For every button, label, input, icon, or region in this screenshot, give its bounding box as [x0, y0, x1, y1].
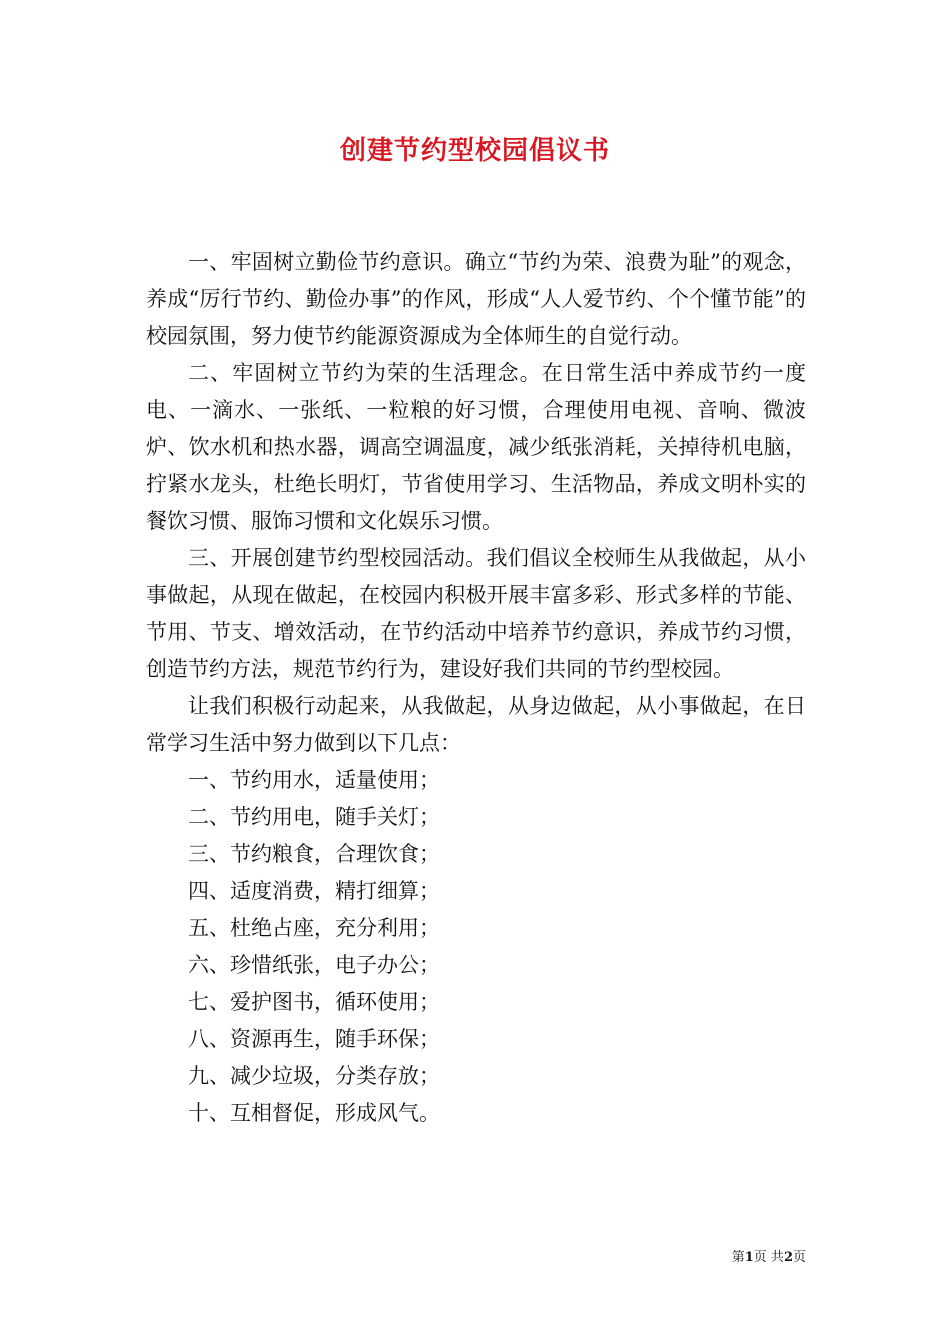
document-body — [146, 244, 806, 1132]
page-number — [0, 1246, 806, 1265]
page-current: 1 — [744, 1250, 754, 1265]
list-item: 七、爱护图书，循环使用； — [188, 990, 440, 1014]
page-mid: 页 共 — [753, 1250, 784, 1265]
paragraph-4: 让我们积极行动起来，从我做起，从身边做起，从小事做起，在日常学习生活中努力做到以下几点： — [146, 694, 806, 755]
list-item: 二、节约用电，随手关灯； — [188, 805, 440, 829]
paragraph-1: 一、牢固树立勤俭节约意识。确立“节约为荣、浪费为耻”的观念，养成“厉行节约、勤俭办事”的作风，形成“人人爱节约、个个懂节能”的校园氛围，努力使节约能源资源成为全体师生的自觉行动。 — [146, 250, 806, 348]
list-item: 九、减少垃圾，分类存放； — [188, 1064, 440, 1088]
list-item: 五、杜绝占座，充分利用； — [188, 916, 440, 940]
list-item: 六、珍惜纸张，电子办公； — [188, 953, 440, 977]
list-item: 四、适度消费，精打细算； — [188, 879, 440, 903]
paragraph-3: 三、开展创建节约型校园活动。我们倡议全校师生从我做起，从小事做起，从现在做起，在校园内积极开展丰富多彩、形式多样的节能、节用、节支、增效活动，在节约活动中培养节约意识，养成节约习惯，创造节约方法，规范节约行为，建设好我们共同的节约型校园。 — [146, 546, 806, 681]
page-prefix: 第 — [731, 1250, 745, 1265]
list-item: 三、节约粮食，合理饮食； — [188, 842, 440, 866]
page-suffix: 页 — [792, 1250, 806, 1265]
list-item: 十、互相督促，形成风气。 — [188, 1101, 440, 1125]
action-list — [146, 762, 806, 1132]
document-title: 创建节约型校园倡议书 — [339, 136, 610, 166]
page-total: 2 — [783, 1250, 793, 1265]
list-item: 一、节约用水，适量使用； — [188, 768, 440, 792]
paragraph-2: 二、牢固树立节约为荣的生活理念。在日常生活中养成节约一度电、一滴水、一张纸、一粒粮的好习惯，合理使用电视、音响、微波炉、饮水机和热水器，调高空调温度，减少纸张消耗，关掉待机电脑，拧紧水龙头，杜绝长明灯，节省使用学习、生活物品，养成文明朴实的餐饮习惯、服饰习惯和文化娱乐习惯。 — [146, 361, 806, 533]
list-item: 八、资源再生，随手环保； — [188, 1027, 440, 1051]
